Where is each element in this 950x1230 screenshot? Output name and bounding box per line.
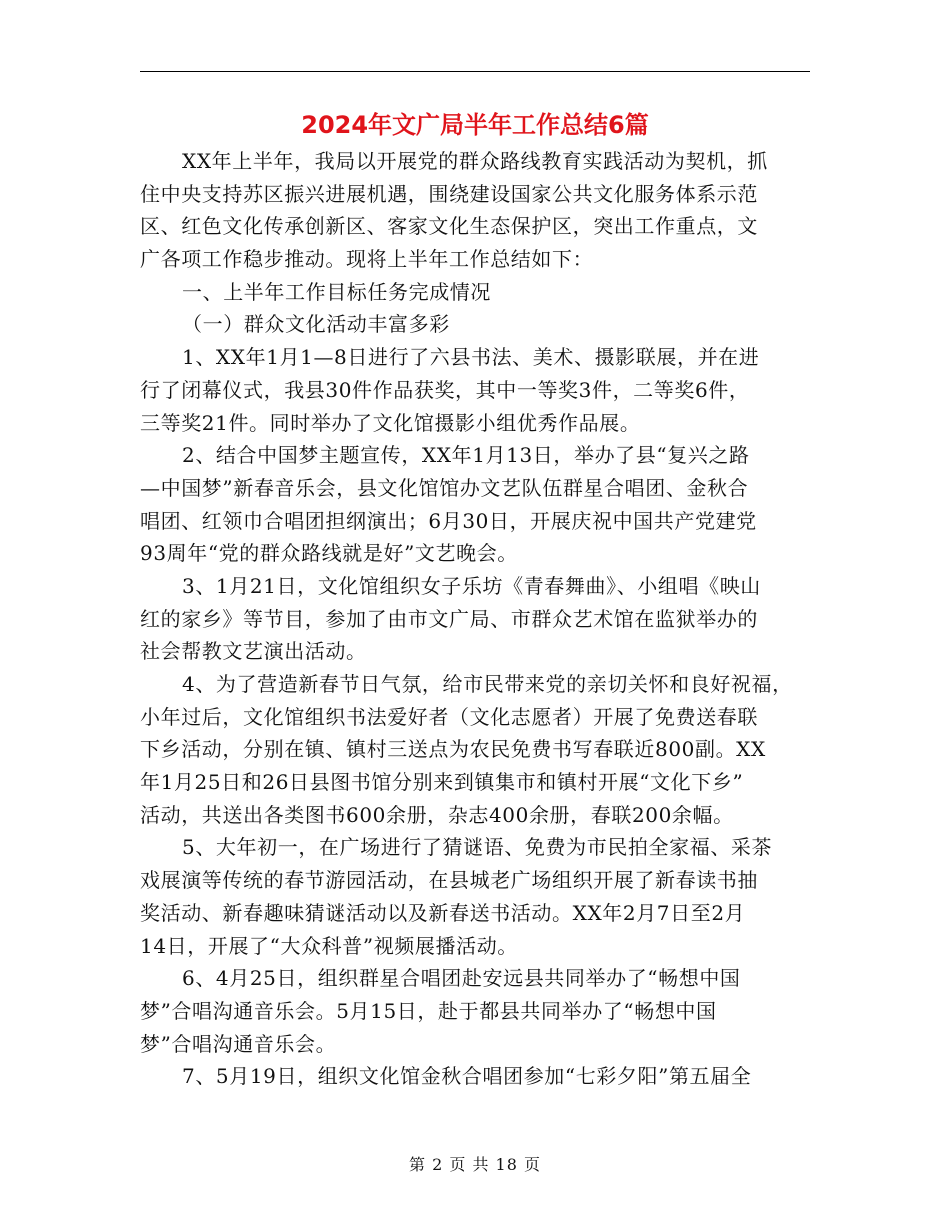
paragraph-line: 红的家乡》等节目，参加了由市文广局、市群众艺术馆在监狱举办的 <box>140 606 758 631</box>
paragraph-line: 行了闭幕仪式，我县30件作品获奖，其中一等奖3件，二等奖6件， <box>140 377 750 402</box>
paragraph-line: 社会帮教文艺演出活动。 <box>140 639 367 664</box>
paragraph-line: —中国梦”新春音乐会，县文化馆馆办文艺队伍群星合唱团、金秋合 <box>140 475 749 500</box>
paragraph-line: 6、4月25日，组织群星合唱团赴安远县共同举办了“畅想中国 <box>182 966 741 991</box>
paragraph-line: 3、1月21日，文化馆组织女子乐坊《青春舞曲》、小组唱《映山 <box>182 573 761 598</box>
paragraph-line: 小年过后，文化馆组织书法爱好者（文化志愿者）开展了免费送春联 <box>140 704 758 729</box>
paragraph-line: 梦”合唱沟通音乐会。5月15日，赴于都县共同举办了“畅想中国 <box>140 998 717 1023</box>
header-rule <box>140 71 810 72</box>
paragraph-line: 奖活动、新春趣味猜谜活动以及新春送书活动。XX年2月7日至2月 <box>140 900 746 925</box>
paragraph-line: XX年上半年，我局以开展党的群众路线教育实践活动为契机，抓 <box>182 149 768 173</box>
paragraph-line: 年1月25日和26日县图书馆分别来到镇集市和镇村开展“文化下乡” <box>140 770 744 795</box>
paragraph-line: 7、5月19日，组织文化馆金秋合唱团参加“七彩夕阳”第五届全 <box>182 1064 752 1089</box>
paragraph-line: 区、红色文化传承创新区、客家文化生态保护区，突出工作重点，文 <box>140 214 758 239</box>
paragraph-line: 一、上半年工作目标任务完成情况 <box>182 279 491 304</box>
paragraph-line: 1、XX年1月1—8日进行了六县书法、美术、摄影联展，并在进 <box>182 345 760 370</box>
paragraph-line: 戏展演等传统的春节游园活动，在县城老广场组织开展了新春读书抽 <box>140 868 758 893</box>
paragraph-line: 2、结合中国梦主题宣传，XX年1月13日，举办了县“复兴之路 <box>182 443 750 468</box>
paragraph-line: 14日，开展了“大众科普”视频展播活动。 <box>140 933 518 958</box>
paragraph-line: 下乡活动，分别在镇、镇村三送点为农民免费书写春联近800副。XX <box>140 737 766 762</box>
paragraph-line: 住中央支持苏区振兴进展机遇，围绕建设国家公共文化服务体系示范 <box>140 181 758 206</box>
document-body <box>140 145 820 1093</box>
paragraph-line: 唱团、红领巾合唱团担纲演出；6月30日，开展庆祝中国共产党建党 <box>140 508 757 533</box>
paragraph-line: 4、为了营造新春节日气氛，给市民带来党的亲切关怀和良好祝福， <box>182 672 793 696</box>
paragraph-line: 三等奖21件。同时举办了文化馆摄影小组优秀作品展。 <box>140 410 641 435</box>
paragraph-line: 93周年“党的群众路线就是好”文艺晚会。 <box>140 541 518 566</box>
document-title: 2024年文广局半年工作总结6篇 <box>301 111 649 139</box>
paragraph-line: 活动，共送出各类图书600余册，杂志400余册，春联200余幅。 <box>140 802 734 827</box>
paragraph-line: 5、大年初一，在广场进行了猜谜语、免费为市民拍全家福、采茶 <box>182 835 773 860</box>
paragraph-line: 梦”合唱沟通音乐会。 <box>140 1031 337 1056</box>
page-number-footer: 第 2 页 共 18 页 <box>409 1155 541 1174</box>
paragraph-line: 广各项工作稳步推动。现将上半年工作总结如下： <box>140 247 594 272</box>
paragraph-line: （一）群众文化活动丰富多彩 <box>182 312 450 337</box>
